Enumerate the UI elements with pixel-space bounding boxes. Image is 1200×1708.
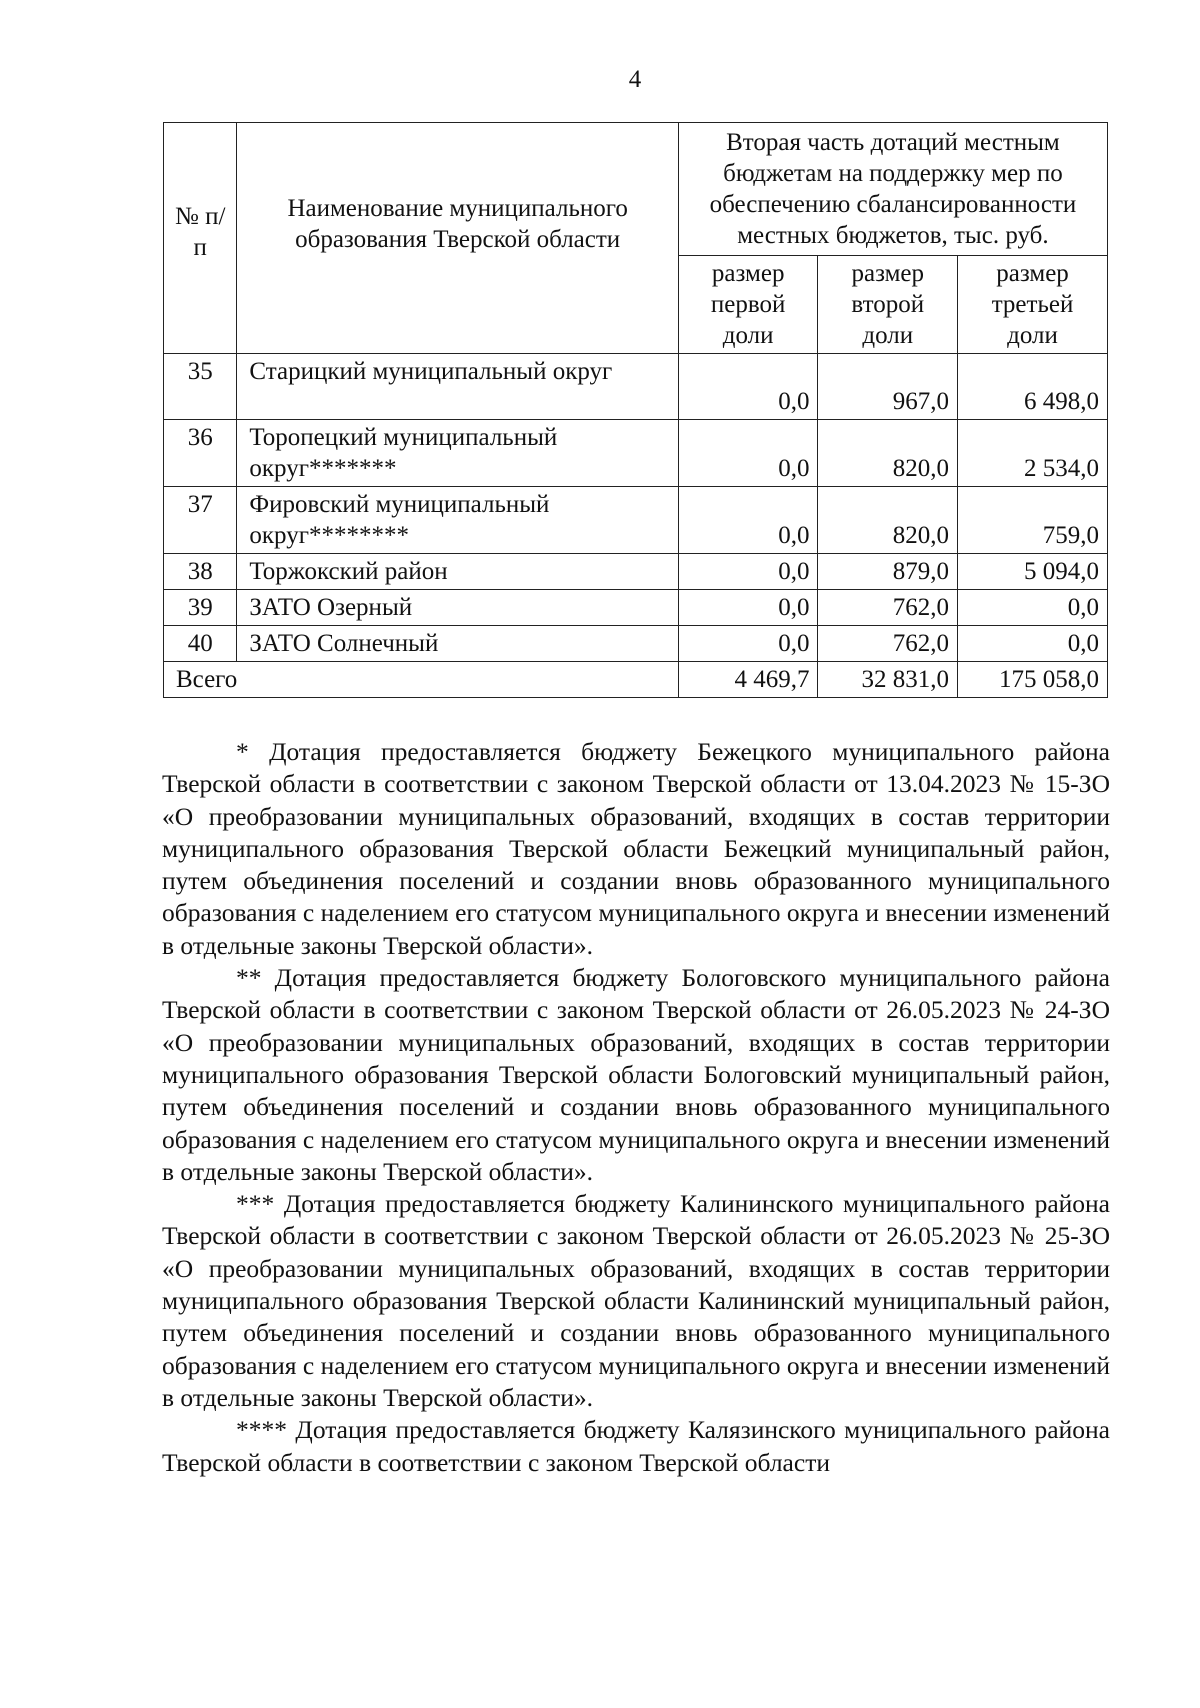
table-total-row: [164, 662, 1108, 698]
row-share-1: 0,0: [678, 420, 818, 487]
subsidy-table: [163, 122, 1108, 698]
row-share-2: 820,0: [818, 487, 958, 554]
row-num: 40: [164, 626, 237, 662]
total-share-2: 32 831,0: [818, 662, 958, 698]
footnote-3: *** Дотация предоставляется бюджету Калининского муниципального района Тверской области в соответствии с законом Тверской области от 26.05.2023 № 25-ЗО «О преобразовании муниципальных образований, входящих в состав территории муниципального образования Тверской области Калининский муниципальный район, путем объединения поселений и создании вновь образованного муниципального образования с наделением его статусом муниципального округа и внесении изменений в отдельные законы Тверской области».: [162, 1189, 1110, 1412]
row-share-3: 6 498,0: [958, 354, 1108, 420]
row-num: 37: [164, 487, 237, 554]
row-share-3: 0,0: [958, 590, 1108, 626]
footnote-1: * Дотация предоставляется бюджету Бежецкого муниципального района Тверской области в соответствии с законом Тверской области от 13.04.2023 № 15-ЗО «О преобразовании муниципальных образований, входящих в состав территории муниципального образования Тверской области Бежецкий муниципальный район, путем объединения поселений и создании вновь образованного муниципального образования с наделением его статусом муниципального округа и внесении изменений в отдельные законы Тверской области».: [162, 737, 1110, 960]
row-num: 36: [164, 420, 237, 487]
table-row: [164, 420, 1108, 487]
row-share-3: 5 094,0: [958, 554, 1108, 590]
row-name: Фировский муниципальный округ********: [237, 487, 678, 554]
table-row: [164, 554, 1108, 590]
total-share-3: 175 058,0: [958, 662, 1108, 698]
row-share-3: 2 534,0: [958, 420, 1108, 487]
header-share-1: размер первой доли: [678, 256, 818, 354]
row-share-1: 0,0: [678, 626, 818, 662]
row-num: 38: [164, 554, 237, 590]
row-share-1: 0,0: [678, 554, 818, 590]
table-row: [164, 626, 1108, 662]
row-share-1: 0,0: [678, 590, 818, 626]
row-share-3: 0,0: [958, 626, 1108, 662]
row-num: 35: [164, 354, 237, 420]
row-share-1: 0,0: [678, 354, 818, 420]
header-name: Наименование муниципального образования Тверской области: [237, 123, 678, 354]
row-num: 39: [164, 590, 237, 626]
row-share-2: 967,0: [818, 354, 958, 420]
row-name: ЗАТО Солнечный: [237, 626, 678, 662]
footnote-2: ** Дотация предоставляется бюджету Бологовского муниципального района Тверской области в соответствии с законом Тверской области от 26.05.2023 № 24-ЗО «О преобразовании муниципальных образований, входящих в состав территории муниципального образования Тверской области Бологовский муниципальный район, путем объединения поселений и создании вновь образованного муниципального образования с наделением его статусом муниципального округа и внесении изменений в отдельные законы Тверской области».: [162, 963, 1110, 1186]
row-name: Старицкий муниципальный округ: [237, 354, 678, 420]
header-group: Вторая часть дотаций местным бюджетам на поддержку мер по обеспечению сбалансированности местных бюджетов, тыс. руб.: [678, 123, 1107, 256]
footnotes: [162, 736, 1110, 1479]
row-name: Торопецкий муниципальный округ*******: [237, 420, 678, 487]
footnote-4: **** Дотация предоставляется бюджету Калязинского муниципального района Тверской области в соответствии с законом Тверской области: [162, 1415, 1110, 1477]
header-share-2: размер второй доли: [818, 256, 958, 354]
table-header-row: [164, 123, 1108, 256]
total-label: Всего: [164, 662, 679, 698]
header-num: № п/п: [164, 123, 237, 354]
row-share-2: 879,0: [818, 554, 958, 590]
table-row: [164, 354, 1108, 420]
row-share-2: 762,0: [818, 626, 958, 662]
row-name: Торжокский район: [237, 554, 678, 590]
row-name: ЗАТО Озерный: [237, 590, 678, 626]
row-share-3: 759,0: [958, 487, 1108, 554]
header-share-3: размер третьей доли: [958, 256, 1108, 354]
row-share-1: 0,0: [678, 487, 818, 554]
table-row: [164, 590, 1108, 626]
row-share-2: 762,0: [818, 590, 958, 626]
page-number: 4: [628, 66, 642, 93]
row-share-2: 820,0: [818, 420, 958, 487]
table-row: [164, 487, 1108, 554]
total-share-1: 4 469,7: [678, 662, 818, 698]
